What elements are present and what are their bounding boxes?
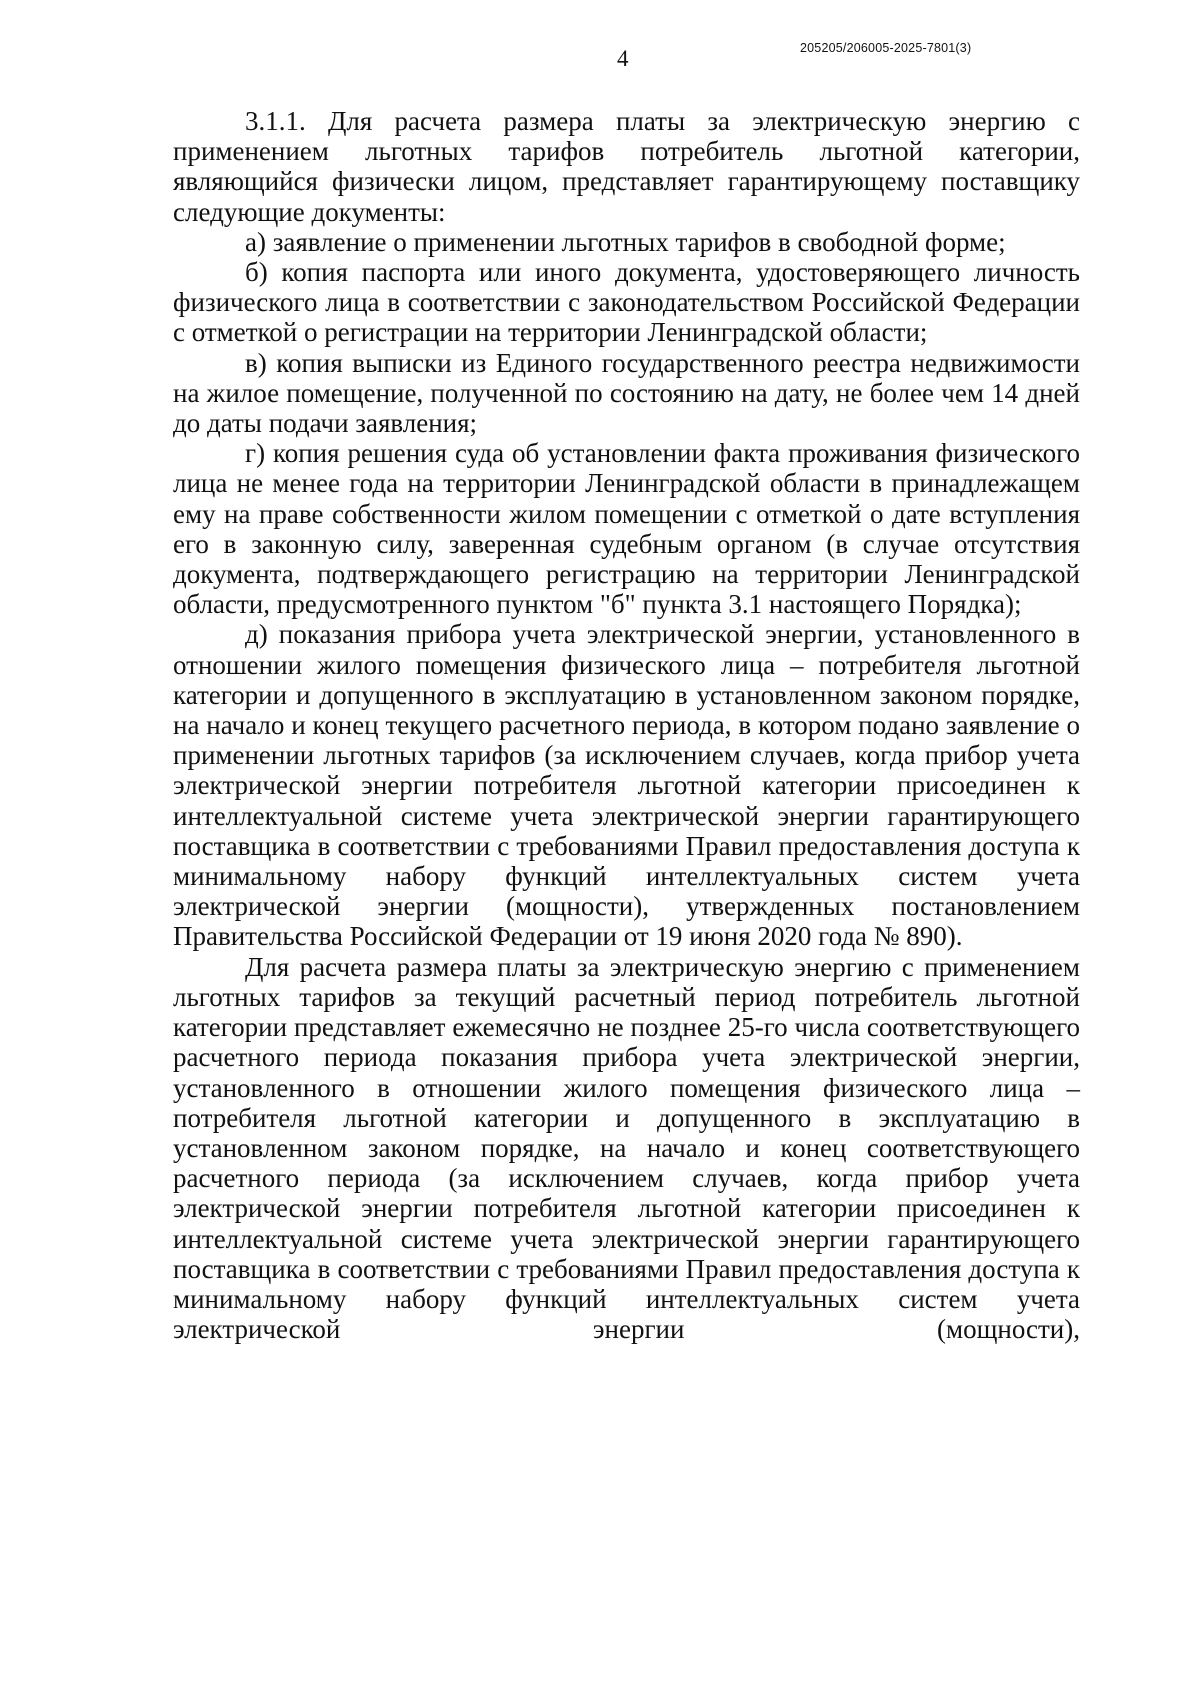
paragraph-monthly-readings: Для расчета размера платы за электрическую энергию с применением льготных тарифов за текущий расчетный период потребитель льготной категории представляет ежемесячно не позднее 25-го числа соответствующего расчетного периода показания прибора учета электрической энергии, установленного в отношении жилого помещения физического лица – потребителя льготной категории и допущенного в эксплуатацию в установленном законом порядке, на начало и конец соответствующего расчетного периода (за исключением случаев, когда прибор учета электрической энергии потребителя льготной категории присоединен к интеллектуальной системе учета электрической энергии гарантирующего поставщика в соответствии с требованиями Правил предоставления доступа к минимальному набору функций интеллектуальных систем учета электрической энергии (мощности), <box>173 951 1080 1345</box>
paragraph-item-b: б) копия паспорта или иного документа, удостоверяющего личность физического лица в соответствии с законодательством Российской Федерации с отметкой о регистрации на территории Ленинградской области; <box>173 257 1080 348</box>
document-id: 205205/206005-2025-7801(3) <box>800 41 972 55</box>
paragraph-item-g: г) копия решения суда об установлении факта проживания физического лица не менее года на территории Ленинградской области в принадлежащем ему на праве собственности жилом помещении с отметкой о дате вступления его в законную силу, заверенная судебным органом (в случае отсутствия документа, подтверждающего регистрацию на территории Ленинградской области, предусмотренного пунктом "б" пункта 3.1 настоящего Порядка); <box>173 438 1080 620</box>
paragraph-item-d: д) показания прибора учета электрической энергии, установленного в отношении жилого помещения физического лица – потребителя льготной категории и допущенного в эксплуатацию в установленном законом порядке, на начало и конец текущего расчетного периода, в котором подано заявление о применении льготных тарифов (за исключением случаев, когда прибор учета электрической энергии потребителя льготной категории присоединен к интеллектуальной системе учета электрической энергии гарантирующего поставщика в соответствии с требованиями Правил предоставления доступа к минимальному набору функций интеллектуальных систем учета электрической энергии (мощности), утвержденных постановлением Правительства Российской Федерации от 19 июня 2020 года № 890). <box>173 619 1080 952</box>
paragraph-3-1-1-intro: 3.1.1. Для расчета размера платы за электрическую энергию с применением льготных тарифов потребитель льготной категории, являющийся физически лицом, представляет гарантирующему поставщику следующие документы: <box>173 106 1080 227</box>
page-number: 4 <box>617 46 629 71</box>
paragraph-item-a: а) заявление о применении льготных тарифов в свободной форме; <box>245 226 1006 257</box>
paragraph-item-v: в) копия выписки из Единого государственного реестра недвижимости на жилое помещение, полученной по состоянию на дату, не более чем 14 дней до даты подачи заявления; <box>173 347 1080 439</box>
document-body <box>173 106 1080 1344</box>
